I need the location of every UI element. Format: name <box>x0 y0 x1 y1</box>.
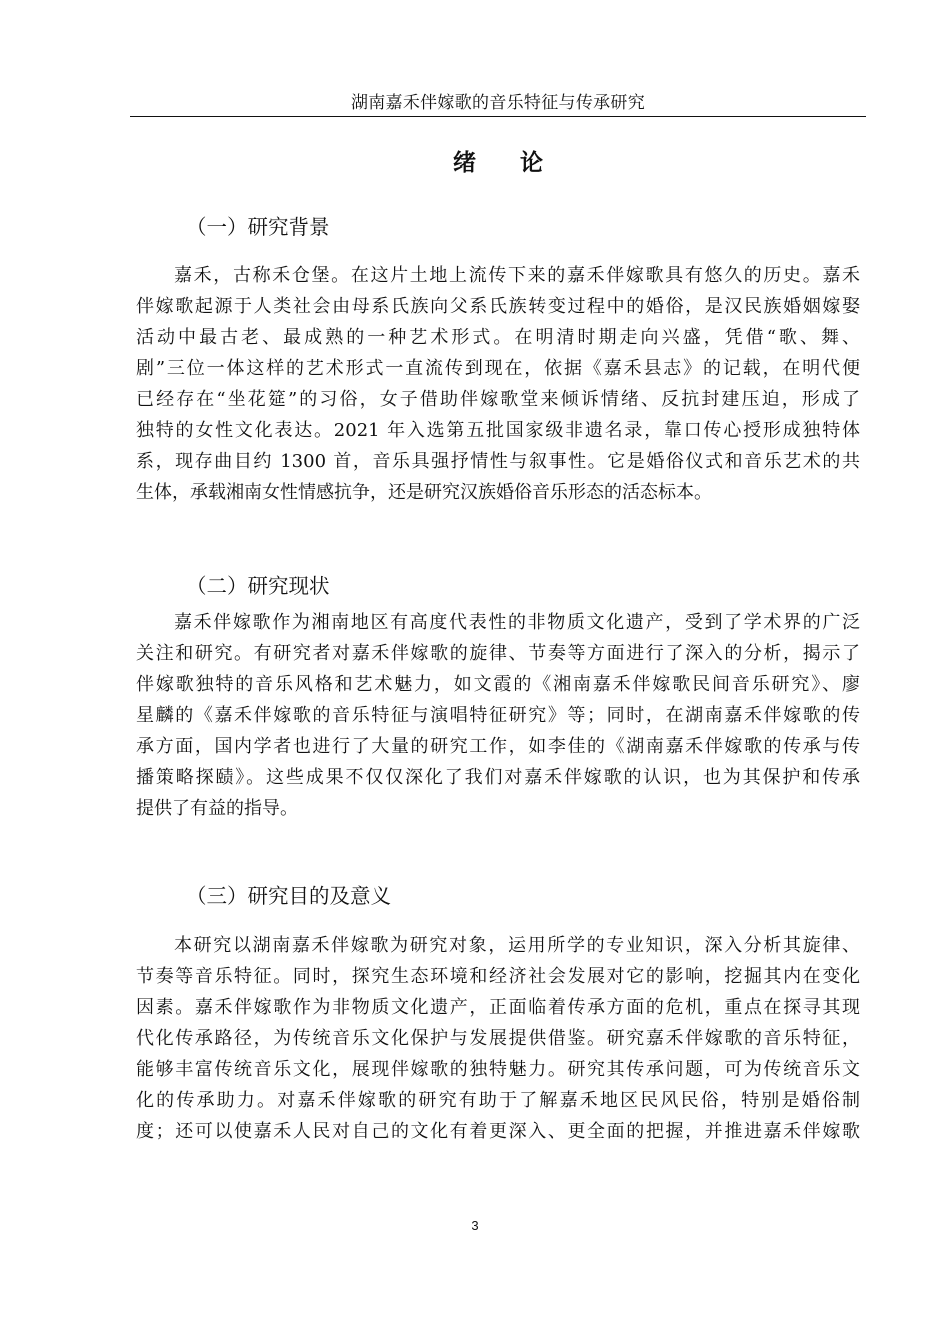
paragraph-background <box>136 260 860 508</box>
paragraph-line: 伴嫁歌起源于人类社会由母系氏族向父系氏族转变过程中的婚俗，是汉民族婚姻嫁娶 <box>136 296 860 317</box>
paragraph-line: 伴嫁歌独特的音乐风格和艺术魅力，如文霞的《湘南嘉禾伴嫁歌民间音乐研究》、廖 <box>136 674 860 695</box>
section-heading-background: （一）研究背景 <box>186 215 330 239</box>
paragraph-line: 星麟的《嘉禾伴嫁歌的音乐特征与演唱特征研究》等；同时，在湖南嘉禾伴嫁歌的传 <box>136 705 860 726</box>
paragraph-line: 节奏等音乐特征。同时，探究生态环境和经济社会发展对它的影响，挖掘其内在变化 <box>136 966 860 987</box>
paragraph-line: 剧”三位一体这样的艺术形式一直流传到现在，依据《嘉禾县志》的记载，在明代便 <box>136 358 860 379</box>
paragraph-line: 代化传承路径，为传统音乐文化保护与发展提供借鉴。研究嘉禾伴嫁歌的音乐特征， <box>136 1028 860 1049</box>
paragraph-line: 承方面，国内学者也进行了大量的研究工作，如李佳的《湖南嘉禾伴嫁歌的传承与传 <box>136 736 860 757</box>
paragraph-line: 关注和研究。有研究者对嘉禾伴嫁歌的旋律、节奏等方面进行了深入的分析，揭示了 <box>136 643 860 664</box>
paragraph-line: 能够丰富传统音乐文化，展现伴嫁歌的独特魅力。研究其传承问题，可为传统音乐文 <box>136 1059 860 1080</box>
paragraph-line: 已经存在“坐花筵”的习俗，女子借助伴嫁歌堂来倾诉情绪、反抗封建压迫，形成了 <box>136 389 860 410</box>
section-heading-purpose: （三）研究目的及意义 <box>186 884 391 908</box>
paragraph-line: 播策略探赜》。这些成果不仅仅深化了我们对嘉禾伴嫁歌的认识，也为其保护和传承 <box>136 767 860 788</box>
paragraph-line: 独特的女性文化表达。2021 年入选第五批国家级非遗名录，靠口传心授形成独特体 <box>136 420 860 441</box>
paragraph-status <box>136 607 860 824</box>
header-rule <box>130 116 866 117</box>
paragraph-line: 化的传承助力。对嘉禾伴嫁歌的研究有助于了解嘉禾地区民风民俗，特别是婚俗制 <box>136 1090 860 1111</box>
paragraph-line: 嘉禾伴嫁歌作为湘南地区有高度代表性的非物质文化遗产，受到了学术界的广泛 <box>174 612 860 633</box>
paragraph-line: 本研究以湖南嘉禾伴嫁歌为研究对象，运用所学的专业知识，深入分析其旋律、 <box>174 935 860 956</box>
paragraph-purpose <box>136 930 860 1147</box>
paragraph-line: 嘉禾，古称禾仓堡。在这片土地上流传下来的嘉禾伴嫁歌具有悠久的历史。嘉禾 <box>174 265 860 286</box>
chapter-title: 绪论 <box>453 150 587 176</box>
section-heading-status: （二）研究现状 <box>186 574 330 598</box>
paragraph-line: 提供了有益的指导。 <box>136 798 298 819</box>
running-header: 湖南嘉禾伴嫁歌的音乐特征与传承研究 <box>350 93 646 113</box>
page-number: 3 <box>471 1218 479 1233</box>
paragraph-line: 度；还可以使嘉禾人民对自己的文化有着更深入、更全面的把握，并推进嘉禾伴嫁歌 <box>136 1121 860 1142</box>
paragraph-line: 生体，承载湘南女性情感抗争，还是研究汉族婚俗音乐形态的活态标本。 <box>136 482 712 503</box>
paragraph-line: 系，现存曲目约 1300 首，音乐具强抒情性与叙事性。它是婚俗仪式和音乐艺术的共 <box>136 451 860 472</box>
paragraph-line: 因素。嘉禾伴嫁歌作为非物质文化遗产，正面临着传承方面的危机，重点在探寻其现 <box>136 997 860 1018</box>
paragraph-line: 活动中最古老、最成熟的一种艺术形式。在明清时期走向兴盛，凭借“歌、舞、 <box>136 327 860 348</box>
